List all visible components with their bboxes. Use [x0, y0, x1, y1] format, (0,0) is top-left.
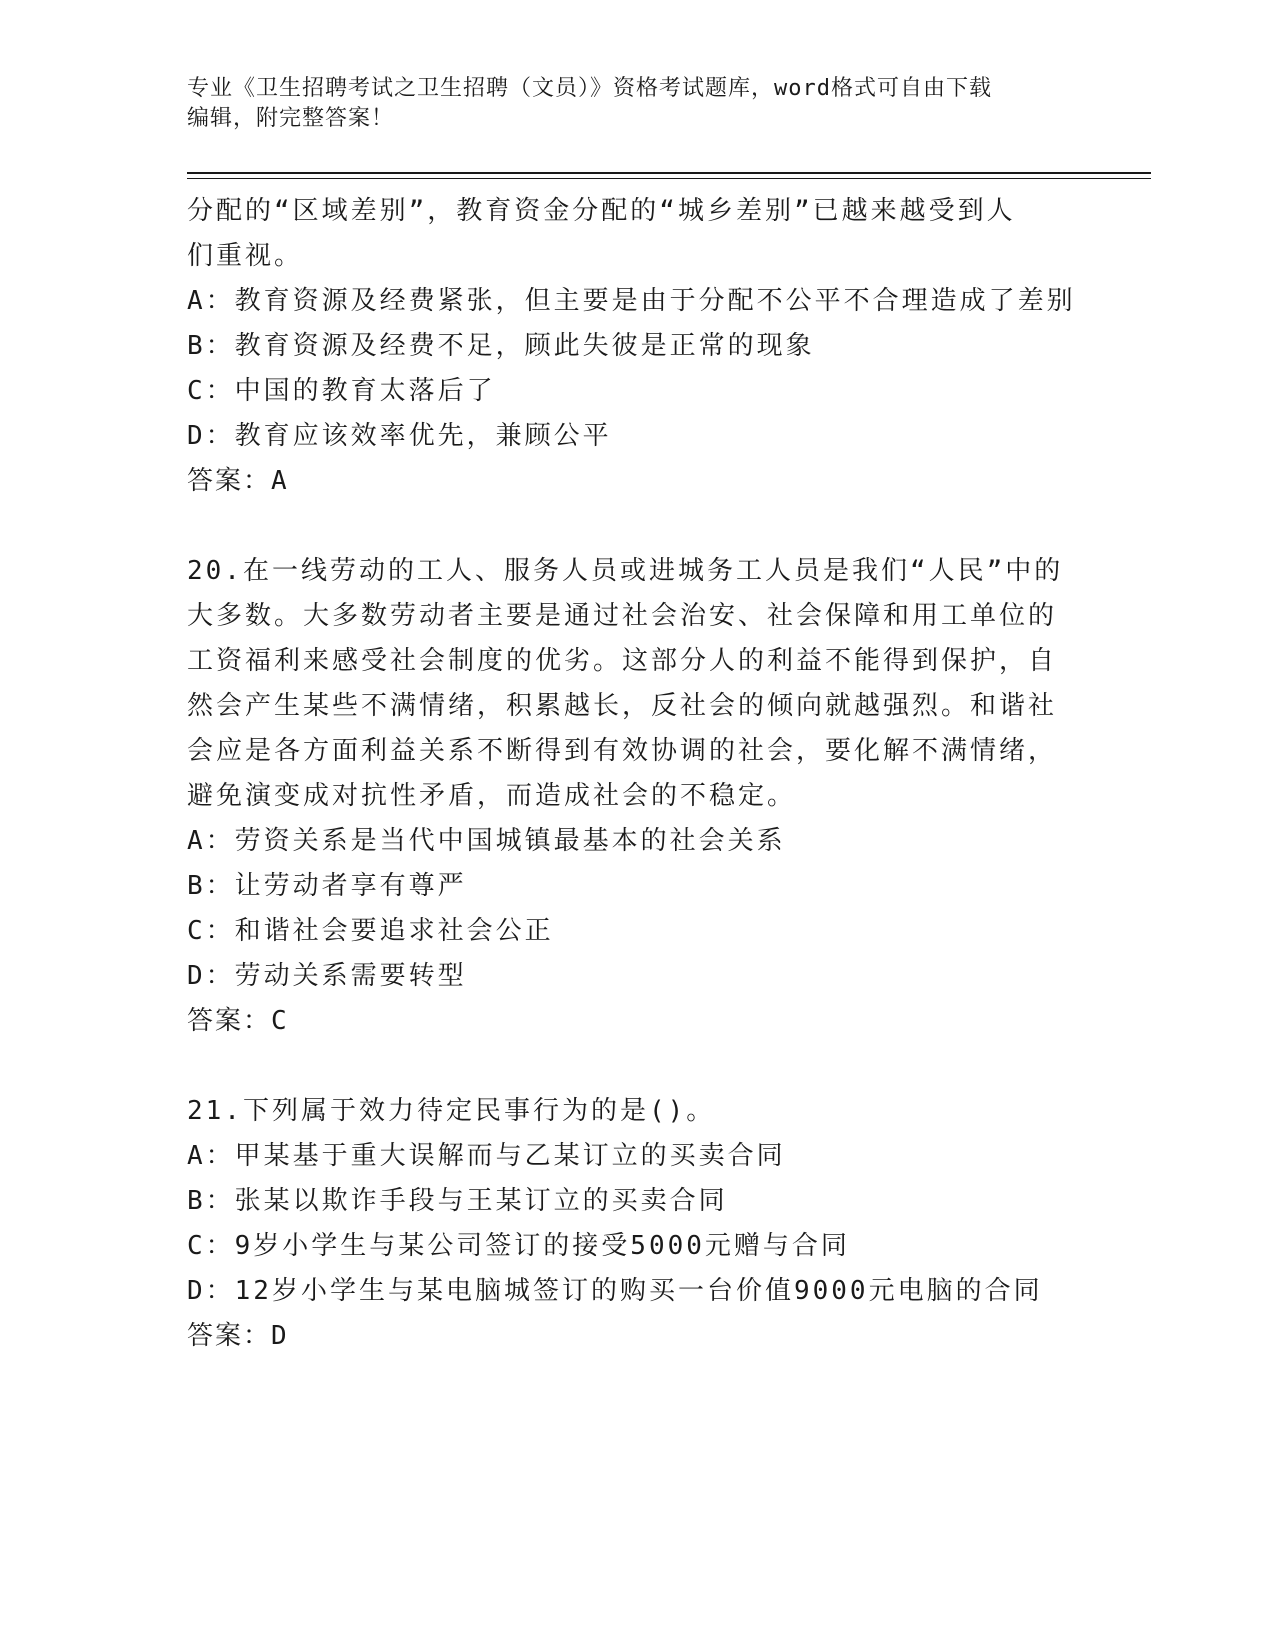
header-divider-thick	[187, 172, 1151, 174]
header-title-line2: 编辑，附完整答案！	[187, 106, 395, 131]
option-a: A：教育资源及经费紧张，但主要是由于分配不公平不合理造成了差别	[187, 286, 1076, 316]
question-stem-line: 工资福利来感受社会制度的优劣。这部分人的利益不能得到保护，自	[187, 646, 1058, 676]
question-stem-line: 们重视。	[187, 241, 304, 271]
page-header	[187, 74, 1087, 134]
option-a: A：劳资关系是当代中国城镇最基本的社会关系	[187, 826, 786, 856]
header-divider-thin	[187, 178, 1151, 179]
option-c: C：9岁小学生与某公司签订的接受5000元赠与合同	[187, 1231, 850, 1261]
question-stem-line: 大多数。大多数劳动者主要是通过社会治安、社会保障和用工单位的	[187, 601, 1058, 631]
question-19	[187, 189, 1087, 504]
option-a: A：甲某基于重大误解而与乙某订立的买卖合同	[187, 1141, 786, 1171]
option-d: D：教育应该效率优先，兼顾公平	[187, 421, 612, 451]
question-stem-line: 避免演变成对抗性矛盾，而造成社会的不稳定。	[187, 781, 797, 811]
question-20	[187, 549, 1087, 1044]
document-body	[187, 189, 1087, 1359]
question-spacer	[187, 1044, 1087, 1089]
header-title-line1: 专业《卫生招聘考试之卫生招聘（文员）》资格考试题库，word格式可自由下载	[187, 76, 992, 101]
question-stem-line: 分配的“区域差别”，教育资金分配的“城乡差别”已越来越受到人	[187, 196, 1016, 226]
option-c: C：和谐社会要追求社会公正	[187, 916, 554, 946]
question-stem-line: 然会产生某些不满情绪，积累越长，反社会的倾向就越强烈。和谐社	[187, 691, 1058, 721]
option-b: B：张某以欺诈手段与王某订立的买卖合同	[187, 1186, 728, 1216]
answer-line: 答案：D	[187, 1321, 289, 1351]
question-21	[187, 1089, 1087, 1359]
question-stem-line: 20.在一线劳动的工人、服务人员或进城务工人员是我们“人民”中的	[187, 556, 1064, 586]
question-spacer	[187, 504, 1087, 549]
answer-line: 答案：A	[187, 466, 289, 496]
question-stem-line: 会应是各方面利益关系不断得到有效协调的社会，要化解不满情绪，	[187, 736, 1058, 766]
option-b: B：教育资源及经费不足，顾此失彼是正常的现象	[187, 331, 815, 361]
option-b: B：让劳动者享有尊严	[187, 871, 467, 901]
answer-line: 答案：C	[187, 1006, 289, 1036]
option-c: C：中国的教育太落后了	[187, 376, 496, 406]
option-d: D：12岁小学生与某电脑城签订的购买一台价值9000元电脑的合同	[187, 1276, 1043, 1306]
question-stem-line: 21.下列属于效力待定民事行为的是()。	[187, 1096, 716, 1126]
option-d: D：劳动关系需要转型	[187, 961, 467, 991]
